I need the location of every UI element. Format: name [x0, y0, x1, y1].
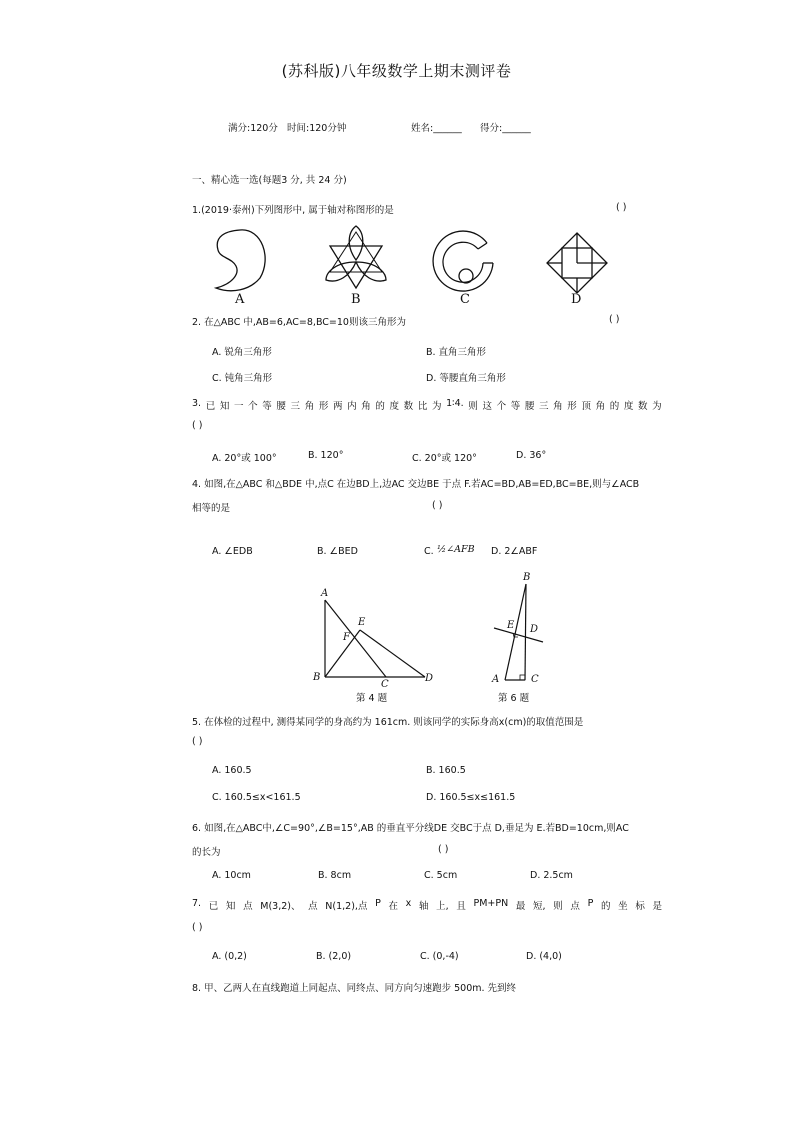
- q3-stem-token: 等: [262, 401, 272, 412]
- question-7-option-a: A. (0,2): [212, 951, 247, 962]
- figure-6-point-e: E: [507, 620, 515, 631]
- figure-6-point-a: A: [492, 674, 500, 685]
- figure-4-point-c: C: [381, 679, 389, 690]
- question-4-option-c-expr: ½∠AFB: [437, 544, 475, 555]
- figure-d-label: D: [571, 292, 582, 307]
- question-5-bracket: ( ): [192, 736, 203, 747]
- question-6-stem-cont: 的长为: [192, 847, 221, 858]
- q3-stem-token: 腰: [524, 401, 535, 412]
- question-4-option-b: B. ∠BED: [317, 546, 358, 557]
- question-3-option-d: D. 36°: [516, 450, 547, 461]
- question-3-option-c: C. 20°或 120°: [412, 453, 477, 464]
- question-2-bracket: ( ): [609, 314, 620, 325]
- question-4-option-a: A. ∠EDB: [212, 546, 253, 557]
- q7-stem-token: 标: [635, 901, 645, 912]
- q7-stem-token: 坐: [618, 901, 628, 912]
- score-field: 得分:______: [480, 123, 531, 134]
- question-4-bracket: ( ): [432, 500, 443, 511]
- q3-stem-token: 内: [347, 401, 357, 412]
- q7-stem-token: 则: [553, 901, 563, 912]
- q3-stem-token: 形: [318, 401, 329, 412]
- question-5-option-a: A. 160.5: [212, 765, 252, 776]
- q3-stem-token: 1∶4.: [446, 398, 464, 409]
- q3-stem-token: 角: [553, 401, 563, 412]
- q7-stem-token: N(1,2),点: [325, 901, 368, 912]
- q3-stem-token: 的: [609, 401, 620, 412]
- q7-stem-token: 点: [570, 901, 580, 912]
- figure-4: [325, 600, 425, 677]
- question-4-option-c: C.: [424, 546, 434, 557]
- q3-stem-token: 知: [219, 401, 230, 412]
- q7-stem-token: P: [587, 898, 594, 909]
- q7-stem-token: 点: [308, 901, 318, 912]
- question-2-option-b: B. 直角三角形: [426, 347, 487, 358]
- q3-stem-token: 度: [389, 401, 400, 412]
- q3-stem-token: 一: [233, 401, 244, 412]
- q7-stem-token: 7.: [192, 898, 202, 909]
- q3-stem-token: 形: [567, 401, 577, 412]
- q3-stem-token: 角: [304, 401, 315, 412]
- q3-stem-token: 等: [510, 401, 521, 412]
- q3-stem-token: 这: [482, 401, 492, 412]
- question-7-bracket: ( ): [192, 922, 203, 933]
- q3-stem-token: 个: [248, 401, 258, 412]
- q7-stem-token: 轴: [418, 901, 429, 912]
- question-4-stem-cont: 相等的是: [192, 503, 231, 514]
- q7-stem-token: 在: [388, 901, 399, 912]
- figure-6-point-b: B: [523, 572, 531, 583]
- q3-stem-token: 的: [375, 401, 385, 412]
- question-6-option-c: C. 5cm: [424, 870, 458, 881]
- figure-4-point-e: E: [358, 617, 366, 628]
- q7-stem-token: P: [375, 898, 381, 909]
- q3-stem-token: 个: [496, 401, 507, 412]
- question-3-option-b: B. 120°: [308, 450, 344, 461]
- q7-stem-token: 且: [456, 901, 466, 912]
- q3-stem-token: 角: [595, 401, 606, 412]
- q3-stem-token: 三: [539, 401, 549, 412]
- full-score: 满分:120分: [228, 123, 278, 134]
- q3-stem-token: 数: [638, 401, 648, 412]
- question-6-option-a: A. 10cm: [212, 870, 251, 881]
- question-3-option-a: A. 20°或 100°: [212, 453, 277, 464]
- figure-4-caption: 第 4 题: [356, 693, 388, 704]
- q7-stem-token: 上,: [436, 901, 449, 912]
- q7-stem-token: 的: [600, 901, 611, 912]
- figure-4-point-a: A: [321, 588, 329, 599]
- q3-stem-token: 为: [652, 401, 662, 412]
- question-1-stem: 1.(2019·泰州)下列图形中, 属于轴对称图形的是: [192, 205, 394, 216]
- question-2-option-d: D. 等腰直角三角形: [426, 373, 506, 384]
- time-limit: 时间:120分钟: [287, 123, 347, 134]
- question-6-option-d: D. 2.5cm: [530, 870, 573, 881]
- question-7-stem: [192, 898, 662, 912]
- figure-4-point-f: F: [343, 632, 350, 643]
- figure-6-point-d: D: [530, 624, 539, 635]
- name-field: 姓名:______: [411, 123, 462, 134]
- figure-4-point-d: D: [425, 673, 434, 684]
- question-6-option-b: B. 8cm: [318, 870, 352, 881]
- question-5-option-c: C. 160.5≤x<161.5: [212, 792, 301, 803]
- question-5-option-b: B. 160.5: [426, 765, 466, 776]
- figure-4-point-b: B: [313, 672, 321, 683]
- q7-stem-token: 是: [652, 901, 662, 912]
- question-7-option-c: C. (0,-4): [420, 951, 459, 962]
- q3-stem-token: 角: [361, 401, 371, 412]
- question-7-option-d: D. (4,0): [526, 951, 562, 962]
- q3-stem-token: 则: [468, 401, 478, 412]
- page-title: (苏科版)八年级数学上期末测评卷: [281, 62, 512, 80]
- question-6-stem: 6. 如图,在△ABC中,∠C=90°,∠B=15°,AB 的垂直平分线DE 交BC于点 D,垂足为 E.若BD=10cm,则AC: [192, 823, 629, 834]
- q7-stem-token: 已: [208, 901, 219, 912]
- question-6-bracket: ( ): [438, 844, 449, 855]
- q7-stem-token: 知: [225, 901, 236, 912]
- question-5-option-d: D. 160.5≤x≤161.5: [426, 792, 516, 803]
- q3-stem-token: 度: [623, 401, 634, 412]
- q7-stem-token: 最: [515, 901, 526, 912]
- figure-c-label: C: [460, 292, 470, 307]
- q3-stem-token: 三: [290, 401, 301, 412]
- q3-stem-token: 3.: [192, 398, 202, 409]
- question-2-stem: 2. 在△ABC 中,AB=6,AC=8,BC=10则该三角形为: [192, 317, 406, 328]
- q7-stem-token: 短,: [533, 901, 546, 912]
- question-2-option-c: C. 钝角三角形: [212, 373, 273, 384]
- question-5-stem: 5. 在体检的过程中, 测得某同学的身高约为 161cm. 则该同学的实际身高x(cm)的取值范围是: [192, 717, 584, 728]
- question-1-bracket: ( ): [616, 202, 627, 213]
- figure-b-label: B: [351, 292, 361, 307]
- q7-stem-token: 点: [243, 901, 253, 912]
- q3-stem-token: 比: [417, 401, 428, 412]
- q3-stem-token: 为: [431, 401, 442, 412]
- q3-stem-token: 已: [205, 401, 216, 412]
- figure-6-point-c: C: [531, 674, 539, 685]
- question-4-stem: 4. 如图,在△ABC 和△BDE 中,点C 在边BD上,边AC 交边BE 于点 F.若AC=BD,AB=ED,BC=BE,则与∠ACB: [192, 479, 640, 490]
- q7-stem-token: PM+PN: [473, 898, 509, 909]
- q3-stem-token: 数: [403, 401, 414, 412]
- question-8-stem: 8. 甲、乙两人在直线跑道上同起点、同终点、同方向匀速跑步 500m. 先到终: [192, 983, 517, 994]
- section-heading: 一、精心选一选(每题3 分, 共 24 分): [192, 175, 347, 186]
- question-4-option-d: D. 2∠ABF: [491, 546, 538, 557]
- figure-a-label: A: [235, 292, 245, 307]
- question-2-option-a: A. 锐角三角形: [212, 347, 272, 358]
- q3-stem-token: 顶: [581, 401, 591, 412]
- q3-stem-token: 腰: [276, 401, 286, 412]
- q7-stem-token: M(3,2)、: [260, 901, 301, 912]
- q7-stem-token: x: [405, 898, 412, 909]
- question-3-bracket: ( ): [192, 420, 203, 431]
- figure-6-caption: 第 6 题: [498, 693, 530, 704]
- question-7-option-b: B. (2,0): [316, 951, 352, 962]
- q3-stem-token: 两: [332, 401, 343, 412]
